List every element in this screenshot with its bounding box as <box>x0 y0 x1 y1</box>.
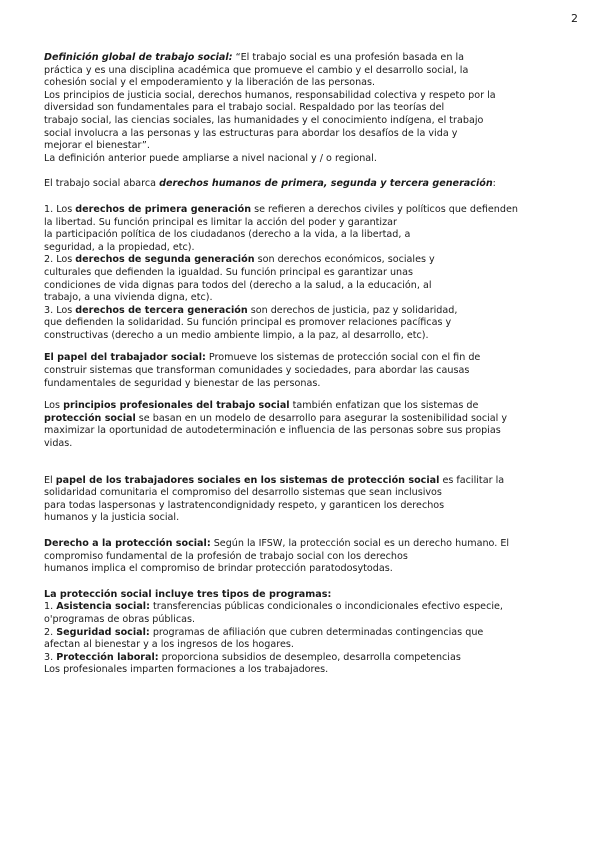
definition-title: Definición global de trabajo social: <box>44 52 233 63</box>
first-generation-item: 1. Los derechos de primera generación se refieren a derechos civiles y políticos que defienden la libertad. Su función principal es limitar la acción del poder y garantizar la participación política de los ciudadanos (derecho a la vida, a la libertad, a seguridad, a la propiedad, etc). <box>44 203 518 253</box>
right-to-protection-paragraph: Derecho a la protección social: Según la IFSW, la protección social es un derecho humano. El compromiso fundamental de la profesión de trabajo social con los derechos humanos implica el compromiso de brindar protección paratodosytodas. <box>44 538 510 575</box>
program-item-2: 2. Seguridad social: programas de afiliación que cubren determinadas contingencias que <box>44 626 484 638</box>
protection-systems-role-paragraph: El papel de los trabajadores sociales en los sistemas de protección social es facilitar la solidaridad comunitaria el compromiso del desarrollo sistemas que sean inclusivos para todas laspersonas y lastratencondignidady respeto, y garanticen los derechos humanos y la justicia social. <box>44 474 505 524</box>
social-worker-role-paragraph: El papel del trabajador social: Promueve los sistemas de protección social con el fin de construir sistemas que transforman comunidades y sociedades, para abordar las causas fundamentales de seguridad y bienestar de las personas. <box>44 352 481 389</box>
second-generation-item: 2. Los derechos de segunda generación son derechos económicos, sociales y culturales que defienden la igualdad. Su función principal es garantizar unas condiciones de vida dignas para todos del (derecho a la salud, a la educación, al trabajo, a una vivienda digna, etc). <box>44 254 435 304</box>
page-number: 2 <box>571 12 578 25</box>
document-body <box>44 52 564 677</box>
programs-section: La protección social incluye tres tipos de programas: 1. Asistencia social: transferencias públicas condicionales o incondicionales efectivo especie, o'programas de obras públicas. 2. Seguridad social: programas de afiliación que cubren determinadas contingencias que afectan al bienestar y a los ingresos de los hogares. 3. Protección laboral: proporciona subsidios de desempleo, desarrolla competencias Los profesionales imparten formaciones a los trabajadores. <box>44 589 564 677</box>
professional-principles-paragraph: Los principios profesionales del trabajo social también enfatizan que los sistemas de protección social se basan en un modelo de desarrollo para asegurar la sostenibilidad social y maximizar la oportunidad de autodeterminación e influencia de las personas sobre sus propias vidas. <box>44 400 508 450</box>
programs-heading: La protección social incluye tres tipos de programas: <box>44 588 332 600</box>
definition-paragraph: Definición global de trabajo social: “El trabajo social es una profesión basada en la práctica y es una disciplina académica que promueve el cambio y el desarrollo social, la cohesión social y el empoderamiento y la liberación de las personas. Los principios de justicia social, derechos humanos, responsabilidad colectiva y respeto por la diversidad son fundamentales para el trabajo social. Respaldado por las teorías del trabajo social, las ciencias sociales, las humanidades y el conocimiento indígena, el trabajo social involucra a las personas y las estructuras para abordar los desafíos de la vida y mejorar el bienestar”. La definición anterior puede ampliarse a nivel nacional y / o regional. <box>44 52 496 164</box>
program-item-3: 3. Protección laboral: proporciona subsidios de desempleo, desarrolla competencias <box>44 651 461 663</box>
third-generation-item: 3. Los derechos de tercera generación son derechos de justicia, paz y solidaridad, que defienden la solidaridad. Su función principal es promover relaciones pacíficas y constructivas (derecho a un medio ambiente limpio, a la paz, al desarrollo, etc). <box>44 304 458 341</box>
program-item-1: 1. Asistencia social: transferencias públicas condicionales o incondicionales efectivo especie, <box>44 601 503 613</box>
abarca-paragraph: El trabajo social abarca derechos humanos de primera, segunda y tercera generación: <box>44 178 496 190</box>
